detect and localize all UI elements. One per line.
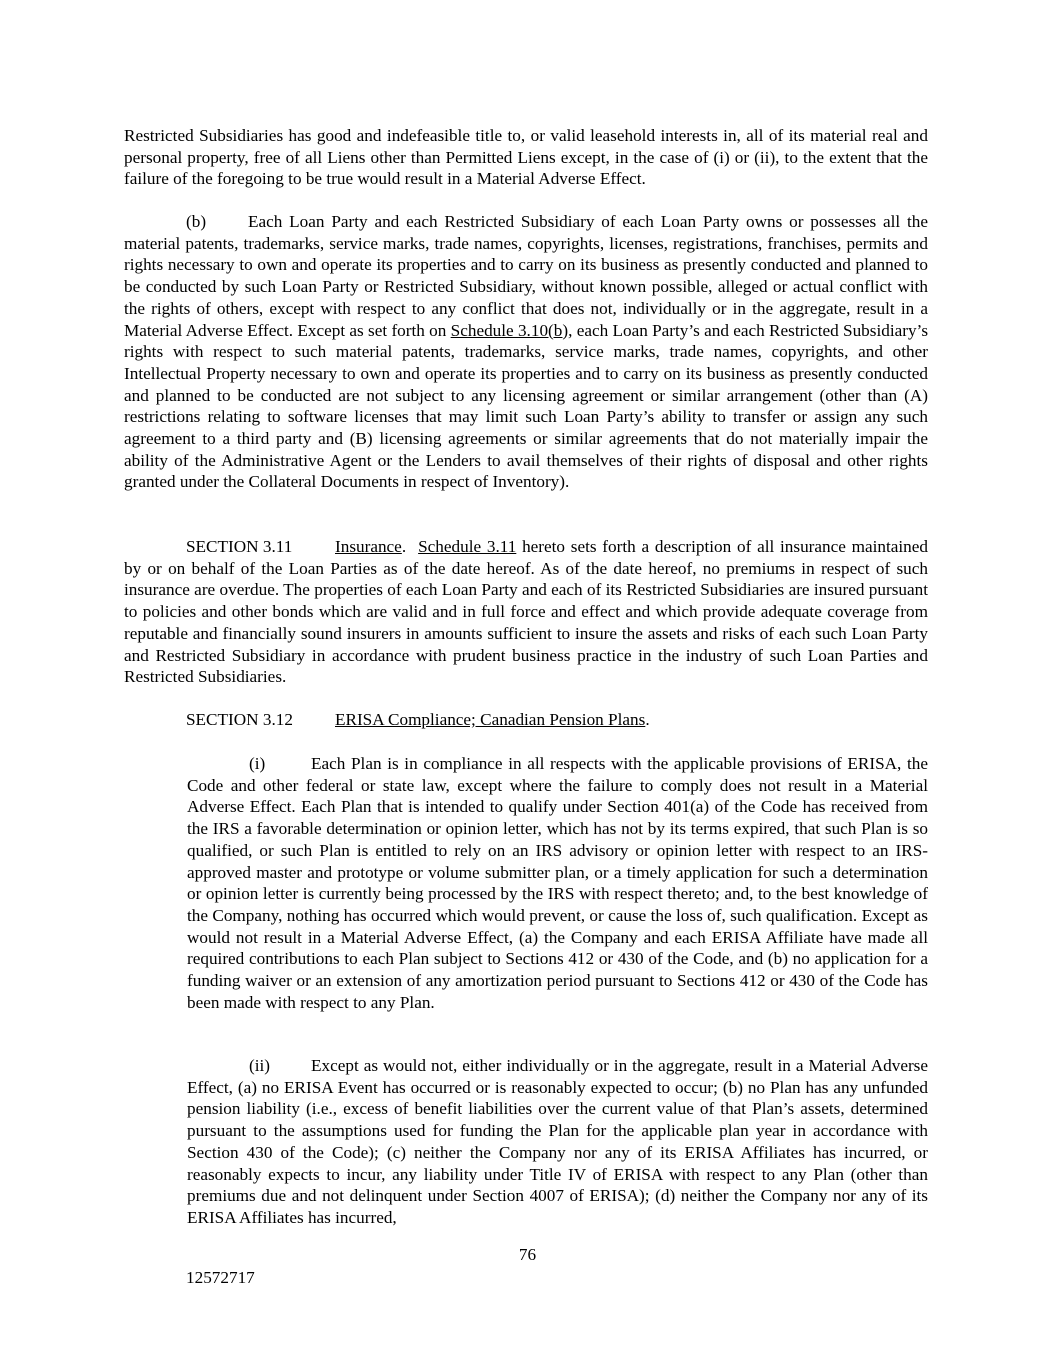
paragraph-i xyxy=(187,753,928,1013)
section-3-11 xyxy=(124,536,928,688)
paragraph-ii-label: (ii) xyxy=(249,1056,270,1075)
paragraph-b-text-2: , each Loan Party’s and each Restricted Subsidiary’s rights with respect to such material patents, trademarks, service marks, trade names, copyrights, and other Intellectual Property necessary to own and operate its properties and to carry on its business as presently conducted and planned to be conducted are not subject to any licensing agreement or similar arrangement (other than (A) restrictions relating to software licenses that may limit such Loan Party’s ability to transfer or assign any such agreement to a third party and (B) licensing agreements or similar agreements that do not materially impair the ability of the Administrative Agent or the Lenders to avail themselves of their rights of disposal and other rights granted under the Collateral Documents in respect of Inventory). xyxy=(124,320,929,492)
paragraph-i-text: Each Plan is in compliance in all respects with the applicable provisions of ERISA, the Code and other federal or state law, except where the failure to comply does not result in a Material Adverse Effect. Each Plan that is intended to qualify under Section 401(a) of the Code has received from the IRS a favorable determination or opinion letter, which has not by its terms expired, that such Plan is so qualified, or such Plan is entitled to rely on an IRS advisory or opinion letter with respect to an IRS-approved master and prototype or volume submitter plan, or a timely application for such a determination or opinion letter is currently being processed by the IRS with respect thereto; and, to the best knowledge of the Company, nothing has occurred which would prevent, or cause the loss of, such qualification. Except as would not result in a Material Adverse Effect, (a) the Company and each ERISA Affiliate have made all required contributions to each Plan subject to Sections 412 or 430 of the Code, and (b) no application for a funding waiver or an extension of any amortization period pursuant to Sections 412 or 430 of the Code has been made with respect to any Plan. xyxy=(187,754,928,1012)
paragraph-ii xyxy=(187,1055,928,1229)
section-3-11-number: SECTION 3.11 xyxy=(186,537,293,556)
section-3-11-text: hereto sets forth a description of all insurance maintained by or on behalf of the Loan Parties as of the date hereof. As of the date hereof, no premiums in respect of such insurance are overdue. The properties of each Loan Party and each of its Restricted Subsidiaries are insured pursuant to policies and other bonds which are valid and in full force and effect and which provide adequate coverage from reputable and financially sound insurers in amounts sufficient to insure the assets and risks of each such Loan Party and Restricted Subsidiary in accordance with prudent business practice in the industry of such Loan Parties and Restricted Subsidiaries. xyxy=(124,537,928,687)
paragraph-b-text-1: Each Loan Party and each Restricted Subsidiary of each Loan Party owns or possesses all the material patents, trademarks, service marks, trade names, copyrights, licenses, registrations, franchises, permits and rights necessary to own and operate its properties and to carry on its business as presently conducted and planned to be conducted by such Loan Party or Restricted Subsidiary, without known possible, alleged or actual conflict with the rights of others, except with respect to any conflict that does not, individually or in the aggregate, result in a Material Adverse Effect. Except as set forth on xyxy=(124,212,928,340)
page-number: 76 xyxy=(518,1245,537,1264)
paragraph-i-label: (i) xyxy=(249,754,266,773)
paragraph-ii-text: Except as would not, either individually or in the aggregate, result in a Material Adverse Effect, (a) no ERISA Event has occurred or is reasonably expected to occur; (b) no Plan has any unfunded pension liability (i.e., excess of benefit liabilities over the current value of that Plan’s assets, determined pursuant to the assumptions used for funding the Plan for the applicable plan year in accordance with Section 430 of the Code); (c) neither the Company nor any of its ERISA Affiliates has incurred, or reasonably expects to incur, any liability under Title IV of ERISA with respect to any Plan (other than premiums due and not delinquent under Section 4007 of ERISA); (d) neither the Company nor any of its ERISA Affiliates has incurred, xyxy=(187,1056,928,1227)
section-3-12-title: ERISA Compliance; Canadian Pension Plans xyxy=(335,710,646,729)
section-3-12-heading xyxy=(124,709,928,731)
paragraph-intro: Restricted Subsidiaries has good and indefeasible title to, or valid leasehold interests in, all of its material real and personal property, free of all Liens other than Permitted Liens except, in the case of (i) or (ii), to the extent that the failure of the foregoing to be true would result in a Material Adverse Effect. xyxy=(124,126,928,189)
paragraph-b xyxy=(124,211,928,493)
schedule-3-11-link: Schedule 3.11 xyxy=(418,537,517,556)
document-id: 12572717 xyxy=(186,1268,255,1287)
section-3-12-number: SECTION 3.12 xyxy=(186,710,293,729)
schedule-3-10b-link: Schedule 3.10(b) xyxy=(450,320,569,340)
section-3-11-title: Insurance xyxy=(335,537,402,556)
paragraph-b-label: (b) xyxy=(186,212,207,231)
section-3-12-title-punct: . xyxy=(645,710,650,729)
section-3-11-title-punct: . xyxy=(401,537,407,556)
